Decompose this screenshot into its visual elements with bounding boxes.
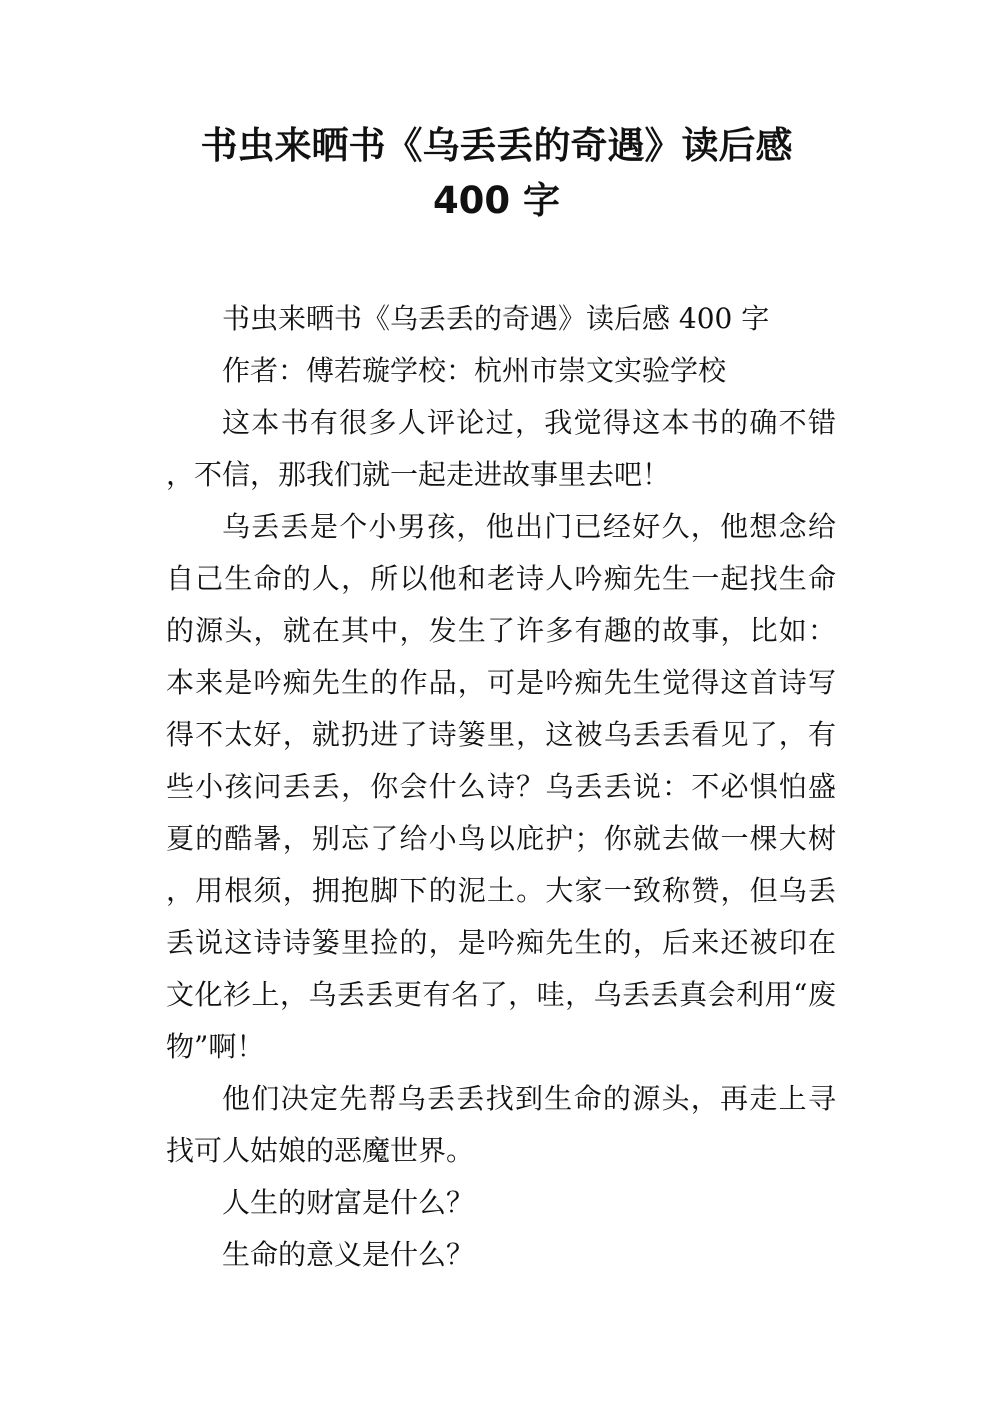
paragraph-heading: 书虫来晒书《乌丢丢的奇遇》读后感 400 字 bbox=[222, 302, 770, 335]
paragraph: 乌丢丢是个小男孩，他出门已经好久，他想念给自己生命的人，所以他和老诗人吟痴先生一起找生命的源头，就在其中，发生了许多有趣的故事，比如：本来是吟痴先生的作品，可是吟痴先生觉得这首诗写得不太好，就扔进了诗篓里，这被乌丢丢看见了，有些小孩问丢丢，你会什么诗？乌丢丢说：不必惧怕盛夏的酷暑，别忘了给小鸟以庇护；你就去做一棵大树，用根须，拥抱脚下的泥土。大家一致称赞，但乌丢丢说这诗诗篓里捡的，是吟痴先生的，后来还被印在文化衫上，乌丢丢更有名了，哇，乌丢丢真会利用“废物”啊！ bbox=[166, 510, 836, 1063]
title-line-2: 400 字 bbox=[432, 179, 561, 222]
page-title bbox=[100, 118, 893, 228]
paragraph-author: 作者：傅若璇学校：杭州市崇文实验学校 bbox=[222, 354, 727, 387]
paragraph: 这本书有很多人评论过，我觉得这本书的确不错，不信，那我们就一起走进故事里去吧！ bbox=[166, 406, 836, 491]
paragraph: 人生的财富是什么？ bbox=[222, 1186, 475, 1219]
title-line-1: 书虫来晒书《乌丢丢的奇遇》读后感 bbox=[200, 124, 793, 167]
paragraph: 他们决定先帮乌丢丢找到生命的源头，再走上寻找可人姑娘的恶魔世界。 bbox=[166, 1082, 836, 1167]
paragraph: 生命的意义是什么？ bbox=[222, 1238, 475, 1271]
article-body bbox=[166, 293, 836, 1281]
